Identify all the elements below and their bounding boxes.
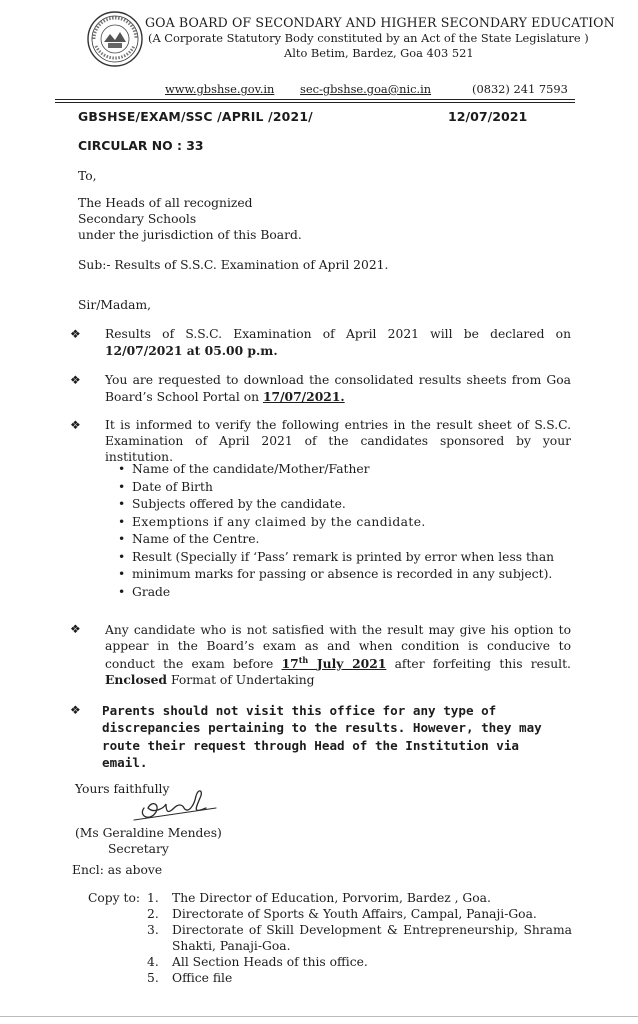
point-2 bbox=[105, 373, 571, 406]
point-marker-icon: ❖ bbox=[70, 327, 81, 341]
addressee-line: under the jurisdiction of this Board. bbox=[78, 227, 302, 242]
parents-notice: Parents should not visit this office for any type of discrepancies pertaining to the results. However, they may route their request through Head of the Institution via email. bbox=[102, 703, 542, 771]
addressee-block bbox=[78, 196, 302, 244]
list-item: • Date of Birth bbox=[118, 480, 554, 498]
point-1-bold bbox=[105, 343, 571, 360]
deadline-day bbox=[282, 656, 387, 671]
point-4-text-c: Format of Undertaking bbox=[170, 673, 315, 688]
enclosure-note: Encl: as above bbox=[72, 863, 163, 877]
page-bottom-edge bbox=[0, 1016, 638, 1017]
list-item: • Result (Specially if ‘Pass’ remark is printed by error when less than bbox=[118, 550, 554, 568]
copy-item-text: All Section Heads of this office. bbox=[172, 954, 368, 969]
result-date-time: 12/07/2021 at 05.00 p.m. bbox=[105, 343, 278, 358]
copy-item-text: The Director of Education, Porvorim, Bardez , Goa. bbox=[172, 891, 491, 905]
enclosed-label: Enclosed bbox=[105, 672, 168, 688]
point-2-text: You are requested to download the consolidated results sheets from Goa Board’s School Portal on bbox=[105, 373, 571, 404]
list-item: • Subjects offered by the candidate. bbox=[118, 497, 554, 515]
list-item: • Exemptions if any claimed by the candidate. bbox=[118, 515, 554, 533]
circular-date: 12/07/2021 bbox=[448, 109, 528, 124]
phone-number: (0832) 241 7593 bbox=[472, 82, 568, 96]
list-item: • minimum marks for passing or absence is recorded in any subject). bbox=[118, 567, 554, 585]
board-subtitle: (A Corporate Statutory Body constituted by an Act of the State Legislature ) bbox=[148, 31, 589, 45]
list-item bbox=[147, 923, 572, 955]
copy-item-number: 2. bbox=[147, 907, 159, 921]
point-4-text-b: after forfeiting this result. bbox=[394, 656, 571, 671]
email-link[interactable]: sec-gbshse.goa@nic.in bbox=[300, 82, 432, 96]
point-marker-icon: ❖ bbox=[70, 418, 81, 432]
list-item: • Grade bbox=[118, 585, 554, 603]
salutation: Sir/Madam, bbox=[78, 298, 152, 312]
header-divider-secondary bbox=[55, 102, 575, 103]
addressee-line: The Heads of all recognized bbox=[78, 196, 253, 210]
signature-icon bbox=[130, 786, 220, 826]
point-marker-icon: ❖ bbox=[70, 622, 81, 636]
signatory-designation: Secretary bbox=[108, 842, 169, 856]
point-3-text: It is informed to verify the following entries in the result sheet of S.S.C. Examination of April 2021 of the candidates sponsored by your institution. bbox=[105, 418, 571, 464]
copy-to-list bbox=[147, 891, 572, 987]
point-4 bbox=[105, 622, 571, 688]
list-item bbox=[147, 891, 572, 907]
copy-item-number: 1. bbox=[147, 891, 159, 905]
point-4-text-a: Any candidate who is not satisfied with the result may give his option to appear in the Board’s exam as and when condition is conducive to conduct the exam before bbox=[105, 623, 571, 671]
point-1-text: Results of S.S.C. Examination of April 2021 will be declared on bbox=[105, 327, 571, 341]
deadline-day-number: 17 bbox=[281, 655, 299, 671]
list-item bbox=[147, 971, 572, 987]
to-line: To, bbox=[78, 169, 97, 183]
deadline-day-suffix: th bbox=[298, 654, 309, 665]
copy-item-number: 5. bbox=[147, 970, 159, 985]
point-marker-icon: ❖ bbox=[70, 703, 81, 717]
list-item bbox=[147, 955, 572, 971]
board-seal-icon bbox=[86, 10, 144, 68]
verification-entries-list bbox=[118, 462, 554, 602]
list-item: • Name of the candidate/Mother/Father bbox=[118, 462, 554, 480]
copy-item-number: 4. bbox=[147, 954, 159, 969]
signatory-name: (Ms Geraldine Mendes) bbox=[75, 826, 222, 840]
closing-yours: Yours faithfully bbox=[75, 782, 170, 796]
subject-line: Sub:- Results of S.S.C. Examination of April 2021. bbox=[78, 258, 389, 272]
copy-item-text: Directorate of Sports & Youth Affairs, Campal, Panaji-Goa. bbox=[172, 907, 537, 921]
reference-number: GBSHSE/EXAM/SSC /APRIL /2021/ bbox=[78, 109, 313, 124]
copy-item-number: 3. bbox=[147, 923, 159, 937]
download-date: 17/07/2021. bbox=[262, 388, 345, 404]
list-item bbox=[147, 907, 572, 923]
copy-item-text: Office file bbox=[172, 970, 233, 985]
header-divider bbox=[55, 99, 575, 100]
website-link[interactable]: www.gbshse.gov.in bbox=[165, 82, 275, 96]
copy-item-text: Directorate of Skill Development & Entrepreneurship, Shrama Shakti, Panaji-Goa. bbox=[172, 923, 572, 953]
circular-number: CIRCULAR NO : 33 bbox=[78, 138, 204, 153]
point-marker-icon: ❖ bbox=[70, 373, 81, 387]
list-item: • Name of the Centre. bbox=[118, 532, 554, 550]
board-name: GOA BOARD OF SECONDARY AND HIGHER SECONDARY EDUCATION bbox=[145, 15, 615, 30]
board-address: Alto Betim, Bardez, Goa 403 521 bbox=[284, 46, 474, 60]
copy-to-label: Copy to: bbox=[88, 891, 141, 905]
addressee-line: Secondary Schools bbox=[78, 211, 197, 226]
deadline-month-year: July 2021 bbox=[316, 655, 387, 671]
